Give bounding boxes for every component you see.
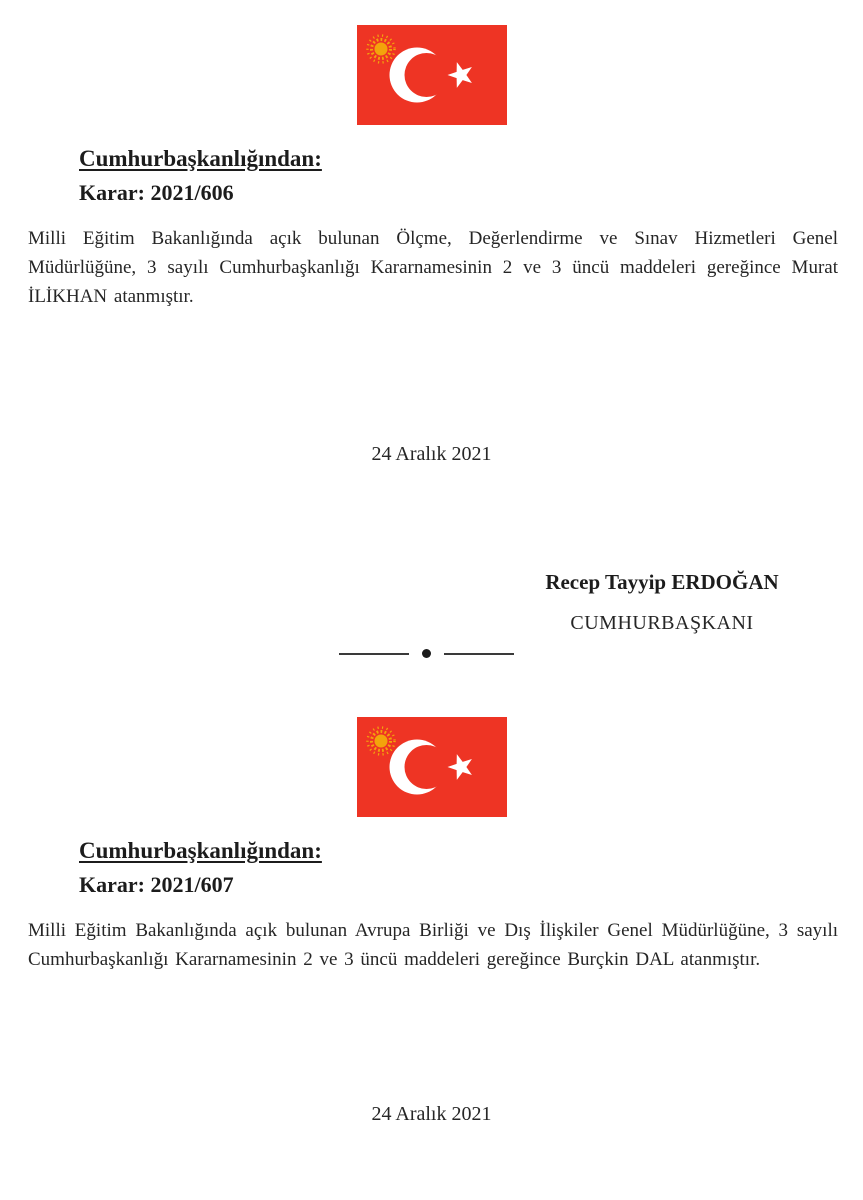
decree-body-1: Milli Eğitim Bakanlığında açık bulunan Ölçme, Değerlendirme ve Sınav Hizmetleri Genel Müdürlüğüne, 3 sayılı Cumhurbaşkanlığı Kararnamesinin 2 ve 3 üncü maddeleri gereğince Murat İLİKHAN atanmıştır.	[28, 228, 838, 307]
flag-container-2	[0, 658, 863, 817]
turkish-presidential-flag-icon	[357, 25, 507, 125]
decree-date-2: 24 Aralık 2021	[371, 1103, 492, 1125]
divider-dot-icon	[422, 649, 431, 658]
decision-number-2: Karar: 2021/607	[79, 872, 234, 897]
decree-date-1: 24 Aralık 2021	[371, 443, 492, 465]
decision-number-1: Karar: 2021/606	[79, 180, 234, 205]
turkish-presidential-flag-icon	[357, 717, 507, 817]
signature-title: CUMHURBAŞKANI	[570, 612, 754, 634]
section-heading-2: Cumhurbaşkanlığından:	[79, 838, 322, 863]
signature-block	[537, 570, 787, 635]
signature-name: Recep Tayyip ERDOĞAN	[545, 570, 779, 594]
divider-line-left	[339, 653, 409, 655]
section-heading-1: Cumhurbaşkanlığından:	[79, 146, 322, 171]
decree-body-2: Milli Eğitim Bakanlığında açık bulunan Avrupa Birliği ve Dış İlişkiler Genel Müdürlüğüne, 3 sayılı Cumhurbaşkanlığı Kararnamesinin 2 ve 3 üncü maddeleri gereğince Burçkin DAL atanmıştır.	[28, 920, 838, 970]
section-divider	[0, 649, 858, 658]
divider-line-right	[444, 653, 514, 655]
flag-container-1	[0, 0, 863, 125]
